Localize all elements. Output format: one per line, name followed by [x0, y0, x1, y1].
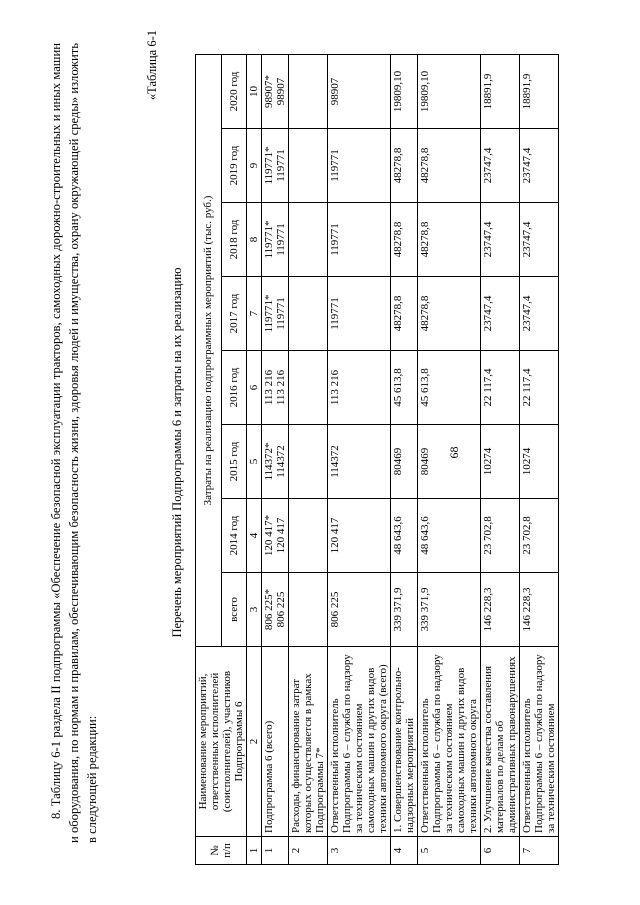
cost-value: 10274 [521, 447, 533, 476]
row-number: 2 [289, 837, 328, 865]
cost-cell [418, 499, 481, 573]
cost-value: 23 702,8 [521, 516, 533, 555]
cost-value: 23747,4 [482, 221, 494, 258]
cost-value: 98907 [329, 77, 341, 106]
cost-cell [328, 351, 391, 425]
table-reference: «Таблица 6-1 [145, 30, 159, 101]
cost-value: 119771 [275, 149, 287, 182]
table-row [391, 54, 418, 864]
cost-cell [418, 425, 481, 499]
cost-cell [328, 573, 391, 647]
cost-cell [328, 54, 391, 128]
cost-cell [418, 54, 481, 128]
table-caption: Перечень мероприятий Подпрограммы 6 и затраты на их реализацию [170, 267, 184, 638]
cost-value: 23747,4 [482, 295, 494, 332]
cost-value: 119771* [263, 146, 275, 185]
table-row [289, 54, 328, 864]
column-number: 4 [247, 499, 262, 573]
cost-cell [391, 425, 418, 499]
cost-cell [520, 499, 559, 573]
cost-value: 120 417 [329, 517, 341, 554]
table-row [520, 54, 559, 864]
cost-value: 80469 [392, 447, 404, 476]
cost-value: 113 216 [263, 369, 275, 406]
cost-cell [328, 499, 391, 573]
cost-value: 119771 [329, 149, 341, 182]
table-row [262, 54, 289, 864]
cost-value: 120 417 [275, 517, 287, 554]
column-number: 9 [247, 129, 262, 203]
row-name: 1. Совершенствование контрольно-надзорных мероприятий [391, 647, 418, 837]
cost-cell [391, 351, 418, 425]
cost-value: 114372* [263, 442, 275, 481]
header-no: № п/п [196, 837, 247, 865]
cost-value: 114372 [329, 445, 341, 478]
cost-value: 23747,4 [521, 221, 533, 258]
cost-value: 806 225 [275, 591, 287, 628]
cost-cell [520, 129, 559, 203]
cost-value: 146 228,3 [482, 587, 494, 632]
cost-value: 114372 [275, 445, 287, 478]
cost-cell [262, 499, 289, 573]
cost-cell [262, 351, 289, 425]
cost-cell [520, 573, 559, 647]
column-number: 3 [247, 573, 262, 647]
cost-value: 23747,4 [521, 295, 533, 332]
column-number: 10 [247, 54, 262, 128]
column-number: 7 [247, 277, 262, 351]
cost-cell [520, 425, 559, 499]
cost-cell [262, 203, 289, 277]
cost-value: 23 702,8 [482, 516, 494, 555]
cost-cell [481, 203, 520, 277]
cost-value: 119771 [275, 223, 287, 256]
cost-value: 19809,10 [392, 70, 404, 113]
cost-value: 806 225* [263, 588, 275, 631]
cost-cell [262, 277, 289, 351]
row-number: 1 [262, 837, 289, 865]
cost-value: 339 371,9 [392, 587, 404, 632]
column-number: 2 [247, 647, 262, 837]
column-number: 6 [247, 351, 262, 425]
header-year: 2016 год [221, 351, 247, 425]
cost-cell [418, 351, 481, 425]
cost-cell [262, 425, 289, 499]
row-name: Расходы, финансирование затрат которых осуществляется в рамках Подпрограммы 7* [289, 647, 328, 837]
cost-cell [289, 54, 328, 128]
cost-value: 10274 [482, 447, 494, 476]
row-name: 2. Улучшение качества составления материалов по делам об административных правонарушениях [481, 647, 520, 837]
row-number: 7 [520, 837, 559, 865]
cost-value: 146 228,3 [521, 587, 533, 632]
column-number-row [247, 54, 262, 864]
cost-cell [418, 129, 481, 203]
cost-value: 80469 [419, 447, 431, 476]
cost-cell [289, 129, 328, 203]
table-row [418, 54, 481, 864]
cost-cell [520, 203, 559, 277]
header-total: всего [221, 573, 247, 647]
header-year: 2015 год [221, 425, 247, 499]
cost-cell [391, 129, 418, 203]
cost-cell [289, 277, 328, 351]
cost-value: 806 225 [329, 591, 341, 628]
cost-value: 48278,8 [419, 147, 431, 184]
cost-value: 18891,9 [482, 73, 494, 110]
cost-value: 23747,4 [482, 147, 494, 184]
cost-cell [289, 203, 328, 277]
cost-cell [391, 54, 418, 128]
cost-value: 23747,4 [521, 147, 533, 184]
cost-value: 48278,8 [392, 295, 404, 332]
table-row [328, 54, 391, 864]
cost-value: 48278,8 [392, 221, 404, 258]
table-body [262, 54, 559, 864]
cost-cell [520, 277, 559, 351]
cost-cell [520, 54, 559, 128]
header-year: 2017 год [221, 277, 247, 351]
cost-value: 22 117,4 [521, 368, 533, 407]
row-number: 4 [391, 837, 418, 865]
cost-cell [289, 425, 328, 499]
column-number: 1 [247, 837, 262, 865]
cost-value: 339 371,9 [419, 587, 431, 632]
cost-cell [289, 499, 328, 573]
header-year: 2020 год [221, 54, 247, 128]
cost-value: 45 613,8 [419, 368, 431, 407]
cost-cell [289, 573, 328, 647]
row-name: Ответственный исполнитель Подпрограммы 6 – служба по надзору за техническим состоянием [520, 647, 559, 837]
cost-cell [481, 351, 520, 425]
cost-cell [328, 425, 391, 499]
cost-cell [391, 573, 418, 647]
cost-value: 48278,8 [419, 221, 431, 258]
page-number: 68 [447, 446, 461, 459]
cost-value: 119771 [275, 297, 287, 330]
cost-value: 18891,9 [521, 73, 533, 110]
cost-value: 119771 [329, 223, 341, 256]
row-number: 5 [418, 837, 481, 865]
cost-value: 22 117,4 [482, 368, 494, 407]
cost-value: 119771* [263, 220, 275, 259]
cost-cell [391, 277, 418, 351]
cost-cell [262, 129, 289, 203]
cost-cell [328, 129, 391, 203]
costs-table [195, 54, 559, 865]
header-costs-group: Затраты на реализацию подпрограммных мероприятий (тыс. руб.) [196, 54, 222, 646]
cost-cell [328, 203, 391, 277]
cost-value: 19809,10 [419, 70, 431, 113]
intro-paragraph: 8. Таблицу 6-1 раздела II подпрограммы «Обеспечение безопасной эксплуатации тракторов, самоходных дорожно-строительных и иных машин и оборудования, по нормам и правилам, обеспечивающим безопасность жизни, здоровья людей и имущества, охрану окружающей среды» изложить в следующей редакции: [49, 43, 99, 843]
cost-value: 98907 [275, 77, 287, 106]
cost-cell [262, 573, 289, 647]
cost-cell [481, 277, 520, 351]
header-year: 2018 год [221, 203, 247, 277]
cost-cell [418, 277, 481, 351]
cost-value: 113 216 [275, 369, 287, 406]
cost-cell [481, 54, 520, 128]
cost-cell [481, 129, 520, 203]
column-number: 5 [247, 425, 262, 499]
cost-cell [418, 203, 481, 277]
cost-cell [391, 203, 418, 277]
cost-cell [481, 425, 520, 499]
cost-cell [289, 351, 328, 425]
cost-value: 48278,8 [419, 295, 431, 332]
cost-cell [262, 54, 289, 128]
header-year: 2014 год [221, 499, 247, 573]
cost-value: 98907* [263, 74, 275, 108]
cost-cell [481, 573, 520, 647]
header-name: Наименование мероприятий, ответственных исполнителей (соисполнителей), участников Подпрограммы 6 [196, 647, 247, 837]
row-name: Подпрограмма 6 (всего) [262, 647, 289, 837]
header-year: 2019 год [221, 129, 247, 203]
row-number: 6 [481, 837, 520, 865]
cost-value: 119771* [263, 294, 275, 333]
cost-cell [481, 499, 520, 573]
cost-value: 119771 [329, 297, 341, 330]
cost-value: 48 643,6 [419, 516, 431, 555]
row-name: Ответственный исполнитель Подпрограммы 6 – служба по надзору за техническим состоянием самоходных машин и других видов техники автономного округа [418, 647, 481, 837]
cost-value: 48 643,6 [392, 516, 404, 555]
cost-cell [328, 277, 391, 351]
cost-cell [520, 351, 559, 425]
cost-value: 113 216 [329, 369, 341, 406]
column-number: 8 [247, 203, 262, 277]
cost-value: 120 417* [263, 514, 275, 557]
cost-cell [418, 573, 481, 647]
row-number: 3 [328, 837, 391, 865]
row-name: Ответственный исполнитель Подпрограммы 6 – служба по надзору за техническим состоянием самоходных машин и других видов техники автономного округа (всего) [328, 647, 391, 837]
cost-cell [391, 499, 418, 573]
table-row [481, 54, 520, 864]
cost-value: 45 613,8 [392, 368, 404, 407]
cost-value: 48278,8 [392, 147, 404, 184]
